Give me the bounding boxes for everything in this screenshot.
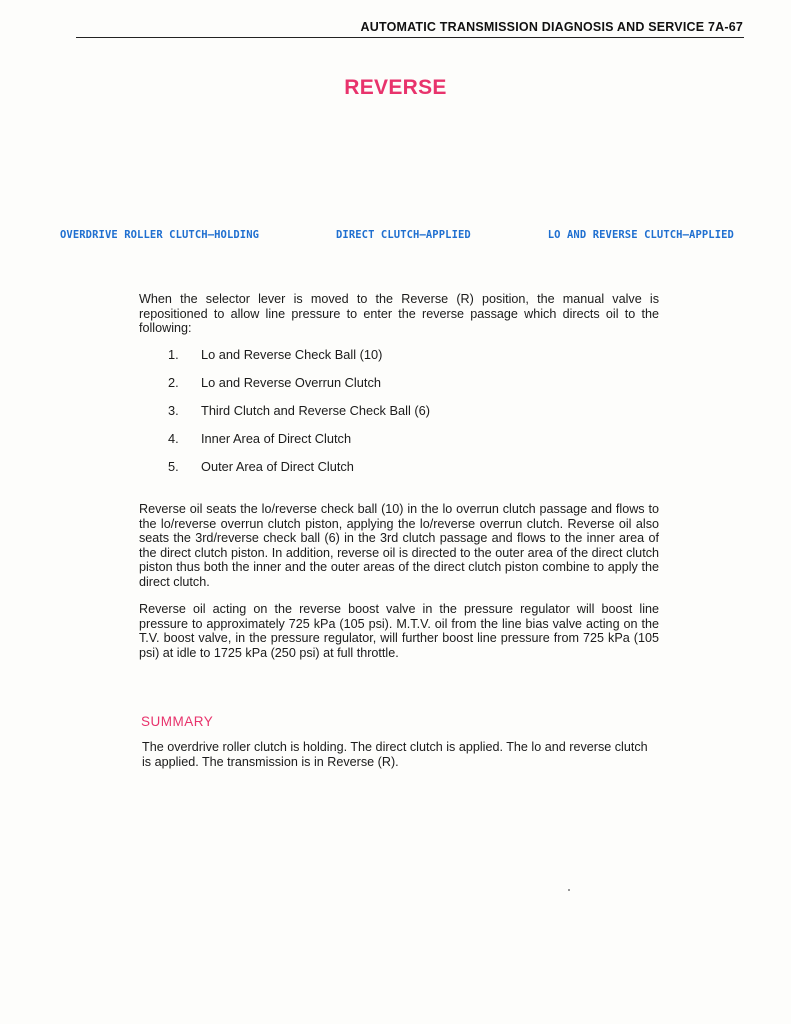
list-item	[168, 403, 430, 431]
callout-direct-clutch: DIRECT CLUTCH—APPLIED	[335, 229, 471, 241]
reverse-oil-paragraph: Reverse oil seats the lo/reverse check ball (10) in the lo overrun clutch passage and flows to the lo/reverse overrun clutch piston, applying the lo/reverse overrun clutch. Reverse oil also seats the 3rd/reverse check ball (6) in the 3rd clutch passage and flows to the inner area of the direct clutch piston. In addition, reverse oil is directed to the outer area of the direct clutch piston thus both the inner and the outer areas of the direct clutch piston combine to apply the direct clutch.	[139, 502, 659, 589]
list-item	[168, 459, 430, 487]
boost-valve-paragraph: Reverse oil acting on the reverse boost valve in the pressure regulator will boost line pressure to approximately 725 kPa (105 psi). M.T.V. oil from the line bias valve acting on the T.V. boost valve, in the pressure regulator, will further boost line pressure from 725 kPa (105 psi) at idle to 1725 kPa (250 psi) at full throttle.	[139, 602, 659, 660]
list-text: Outer Area of Direct Clutch	[201, 459, 354, 474]
list-number: 4.	[168, 431, 179, 446]
running-header: AUTOMATIC TRANSMISSION DIAGNOSIS AND SERVICE 7A-67	[360, 20, 743, 34]
intro-paragraph: When the selector lever is moved to the Reverse (R) position, the manual valve is repositioned to allow line pressure to enter the reverse passage which directs oil to the following:	[139, 292, 659, 335]
header-rule	[76, 37, 744, 38]
page-title: REVERSE	[344, 76, 447, 99]
print-speck	[568, 889, 570, 891]
list-number: 3.	[168, 403, 179, 418]
list-number: 5.	[168, 459, 179, 474]
list-text: Third Clutch and Reverse Check Ball (6)	[201, 403, 431, 418]
list-text: Inner Area of Direct Clutch	[201, 431, 352, 446]
oil-path-list	[168, 347, 430, 487]
list-number: 1.	[168, 347, 179, 362]
summary-heading: SUMMARY	[141, 714, 214, 729]
callout-lo-reverse-clutch: LO AND REVERSE CLUTCH—APPLIED	[547, 229, 734, 241]
list-item	[168, 375, 430, 403]
list-text: Lo and Reverse Overrun Clutch	[201, 375, 381, 390]
list-number: 2.	[168, 375, 179, 390]
list-item	[168, 431, 430, 459]
diagram-callouts	[60, 229, 734, 241]
callout-overdrive-roller-clutch: OVERDRIVE ROLLER CLUTCH—HOLDING	[60, 229, 260, 241]
list-text: Lo and Reverse Check Ball (10)	[201, 347, 383, 362]
list-item	[168, 347, 430, 375]
summary-paragraph: The overdrive roller clutch is holding. The direct clutch is applied. The lo and reverse clutch is applied. The transmission is in Reverse (R).	[142, 740, 648, 769]
